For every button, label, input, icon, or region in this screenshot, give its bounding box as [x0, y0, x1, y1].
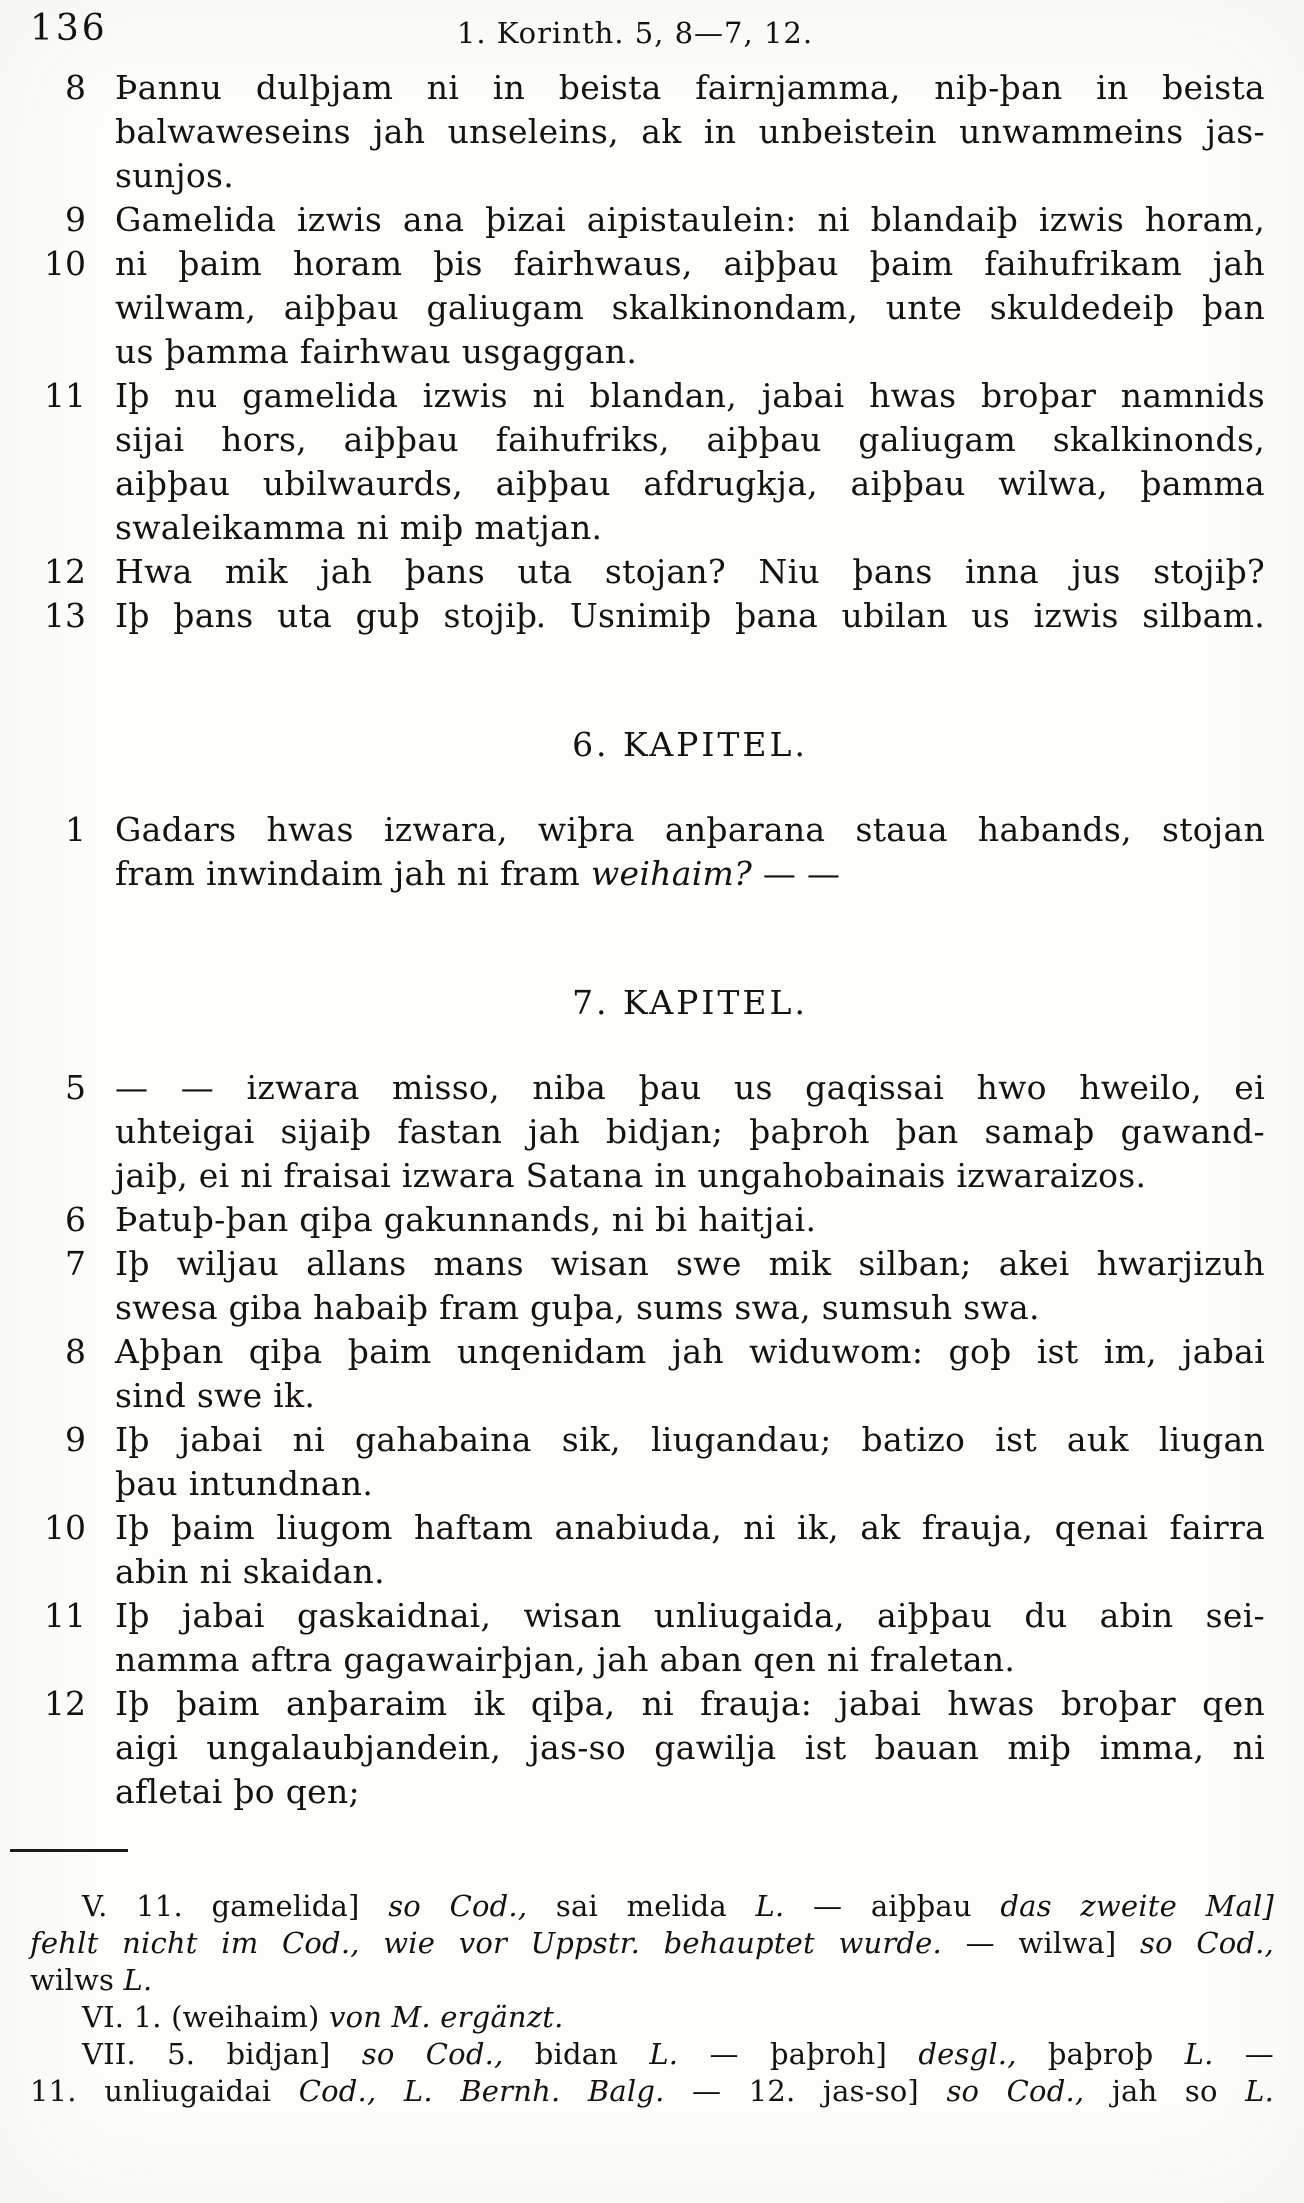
italic-text-segment: weihaim?: [590, 854, 753, 893]
verse-line: [115, 1506, 1265, 1550]
italic-text-segment: L.: [123, 1963, 153, 1997]
verse-line: [115, 198, 1265, 242]
verse: [30, 1418, 1274, 1506]
verse-line: [115, 852, 1265, 896]
text-segment: — 12. jas-so]: [664, 2074, 947, 2108]
italic-text-segment: das zweite Mal]: [1000, 1889, 1274, 1923]
text-segment: ni þaim horam þis fairhwaus, aiþþau þaim faihufrikam jah: [115, 244, 1265, 283]
verse-line: [115, 1682, 1265, 1726]
verse-line: [115, 1242, 1265, 1286]
italic-text-segment: desgl.,: [918, 2037, 1017, 2071]
verse-number: 8: [65, 1332, 86, 1371]
verse-text: [115, 550, 1265, 594]
text-segment: aigi ungalaubjandein, jas-so gawilja ist bauan miþ imma, ni: [115, 1728, 1265, 1767]
italic-text-segment: so Cod.,: [388, 1889, 528, 1923]
text-segment: — — izwara misso, niba þau us gaqissai hwo hweilo, ei: [115, 1068, 1265, 1107]
text-segment: þau intundnan.: [115, 1464, 374, 1503]
text-segment: Iþ þaim anþaraim ik qiþa, ni frauja: jabai hwas broþar qen: [115, 1684, 1265, 1723]
text-segment: afletai þo qen;: [115, 1772, 360, 1811]
italic-text-segment: L.: [649, 2037, 679, 2071]
text-segment: — wilwa]: [941, 1926, 1140, 1960]
verse-line: [115, 66, 1265, 110]
verse-line: [115, 1110, 1265, 1154]
text-segment: Iþ þaim liugom haftam anabiuda, ni ik, ak frauja, qenai fairra: [115, 1508, 1265, 1547]
verse-text: [115, 808, 1265, 896]
italic-text-segment: L.: [1184, 2037, 1214, 2071]
text-segment: —: [1213, 2037, 1275, 2071]
verse-line: [115, 330, 1265, 374]
italic-text-segment: L.: [1245, 2074, 1274, 2108]
verse-number: 7: [65, 1244, 86, 1283]
verse-line: [115, 1154, 1265, 1198]
verse-number: 11: [44, 376, 86, 415]
text-segment: Iþ jabai ni gahabaina sik, liugandau; batizo ist auk liugan: [115, 1420, 1265, 1459]
text-segment: V. 11. gamelida]: [82, 1889, 389, 1923]
text-segment: wilws: [30, 1963, 124, 1997]
verse: [30, 198, 1274, 242]
footnote-line: [30, 1962, 1274, 1999]
text-segment: Hwa mik jah þans uta stojan? Niu þans inna jus stojiþ?: [115, 552, 1265, 591]
verse: [30, 1198, 1274, 1242]
verse-line: [115, 1066, 1265, 1110]
verse-text: [115, 1418, 1265, 1506]
italic-text-segment: L.: [755, 1889, 785, 1923]
text-segment: — —: [752, 854, 841, 893]
verse-line: [115, 1198, 1265, 1242]
text-segment: sai melida: [527, 1889, 756, 1923]
verse-line: [115, 1770, 1265, 1814]
footnote-line: [30, 2073, 1274, 2110]
italic-text-segment: fehlt nicht im Cod., wie vor Uppstr. behauptet wurde.: [30, 1926, 942, 1960]
italic-text-segment: so Cod.,: [946, 2074, 1085, 2108]
footnote-line: [30, 1925, 1274, 1962]
text-segment: Iþ nu gamelida izwis ni blandan, jabai hwas broþar namnids: [115, 376, 1265, 415]
verse: [30, 242, 1274, 374]
text-segment: sunjos.: [115, 156, 235, 195]
footnote-line: [30, 1888, 1274, 1925]
verse-line: [115, 1550, 1265, 1594]
text-segment: 11. unliugaidai: [30, 2074, 299, 2108]
text-segment: us þamma fairhwau usgaggan.: [115, 332, 638, 371]
verse-line: [115, 462, 1265, 506]
verse-number: 9: [65, 1420, 86, 1459]
verse-line: [115, 374, 1265, 418]
verse-line: [115, 110, 1265, 154]
text-segment: sind swe ik.: [115, 1376, 316, 1415]
verse: [30, 374, 1274, 550]
verse-text: [115, 1506, 1265, 1594]
verse: [30, 1506, 1274, 1594]
verse: [30, 550, 1274, 594]
text-segment: Gamelida izwis ana þizai aipistaulein: ni blandaiþ izwis horam,: [115, 200, 1265, 239]
text-segment: jaiþ, ei ni fraisai izwara Satana in ungahobainais izwaraizos.: [115, 1156, 1147, 1195]
verse-line: [115, 286, 1265, 330]
text-segment: wilwam, aiþþau galiugam skalkinondam, unte skuldedeiþ þan: [115, 288, 1265, 327]
verse-line: [115, 154, 1265, 198]
footnote-rule: [10, 1849, 128, 1852]
page-number: 136: [30, 8, 108, 49]
verse-number: 10: [44, 244, 86, 283]
verse-line: [115, 550, 1265, 594]
verse-line: [115, 1462, 1265, 1506]
verse-line: [115, 418, 1265, 462]
verse-number: 8: [65, 68, 86, 107]
text-segment: sijai hors, aiþþau faihufriks, aiþþau galiugam skalkinonds,: [115, 420, 1265, 459]
text-segment: Aþþan qiþa þaim unqenidam jah widuwom: goþ ist im, jabai: [115, 1332, 1265, 1371]
verse: [30, 1066, 1274, 1198]
text-segment: swaleikamma ni miþ matjan.: [115, 508, 603, 547]
text-segment: Gadars hwas izwara, wiþra anþarana staua habands, stojan: [115, 810, 1265, 849]
verse-text: [115, 1330, 1265, 1418]
verse-line: [115, 1374, 1265, 1418]
text-segment: — þaþroh]: [678, 2037, 919, 2071]
verse-text: [115, 66, 1265, 198]
text-segment: namma aftra gagawairþjan, jah aban qen ni fraletan.: [115, 1640, 1016, 1679]
text-segment: uhteigai sijaiþ fastan jah bidjan; þaþroh þan samaþ gawand-: [115, 1112, 1265, 1151]
verse-line: [115, 1330, 1265, 1374]
verse-line: [115, 1418, 1265, 1462]
verse-text: [115, 242, 1265, 374]
verse: [30, 808, 1274, 896]
verse-line: [115, 594, 1265, 638]
verse-number: 9: [65, 200, 86, 239]
verse-text: [115, 1242, 1265, 1330]
italic-text-segment: von M. ergänzt.: [328, 2000, 564, 2034]
verse-text: [115, 1682, 1265, 1814]
text-segment: Þatuþ-þan qiþa gakunnands, ni bi haitjai.: [115, 1200, 817, 1239]
verse-number: 6: [65, 1200, 86, 1239]
text-segment: jah so: [1084, 2074, 1246, 2108]
italic-text-segment: Cod., L. Bernh. Balg.: [298, 2074, 665, 2108]
text-body: [30, 66, 1274, 1814]
verse: [30, 1242, 1274, 1330]
verse-text: [115, 1594, 1265, 1682]
verse: [30, 594, 1274, 638]
verse-number: 13: [44, 596, 86, 635]
verse-text: [115, 1066, 1265, 1198]
verse-line: [115, 1594, 1265, 1638]
verse-number: 12: [44, 1684, 86, 1723]
verse: [30, 1330, 1274, 1418]
text-segment: VII. 5. bidjan]: [82, 2037, 362, 2071]
verse-text: [115, 374, 1265, 550]
verse-number: 11: [44, 1596, 86, 1635]
text-segment: — aiþþau: [784, 1889, 1001, 1923]
chapter-heading: 6. KAPITEL.: [572, 725, 808, 764]
verse: [30, 66, 1274, 198]
verse-line: [115, 1726, 1265, 1770]
text-segment: aiþþau ubilwaurds, aiþþau afdrugkja, aiþþau wilwa, þamma: [115, 464, 1265, 503]
verse: [30, 1594, 1274, 1682]
footnote-line: [30, 2036, 1274, 2073]
verse-line: [115, 506, 1265, 550]
footnote-line: [30, 1999, 1274, 2036]
verse-line: [115, 1638, 1265, 1682]
running-head: 1. Korinth. 5, 8—7, 12.: [456, 16, 814, 50]
verse-text: [115, 594, 1265, 638]
text-segment: Þannu dulþjam ni in beista fairnjamma, niþ-þan in beista: [115, 68, 1265, 107]
chapter-heading: 7. KAPITEL.: [572, 983, 808, 1022]
text-segment: balwaweseins jah unseleins, ak in unbeistein unwammeins jas-: [115, 112, 1265, 151]
verse-line: [115, 242, 1265, 286]
text-segment: VI. 1. (weihaim): [82, 2000, 329, 2034]
text-segment: þaþroþ: [1016, 2037, 1185, 2071]
verse-number: 5: [65, 1068, 86, 1107]
verse-number: 12: [44, 552, 86, 591]
text-segment: abin ni skaidan.: [115, 1552, 385, 1591]
text-segment: bidan: [503, 2037, 650, 2071]
verse: [30, 1682, 1274, 1814]
footnotes: [30, 1888, 1274, 2110]
text-segment: Iþ wiljau allans mans wisan swe mik silban; akei hwarjizuh: [115, 1244, 1265, 1283]
verse-number: 10: [44, 1508, 86, 1547]
text-segment: Iþ jabai gaskaidnai, wisan unliugaida, aiþþau du abin sei-: [115, 1596, 1265, 1635]
verse-line: [115, 808, 1265, 852]
verse-text: [115, 1198, 1265, 1242]
text-segment: Iþ þans uta guþ stojiþ. Usnimiþ þana ubilan us izwis silbam.: [115, 596, 1265, 635]
text-segment: swesa giba habaiþ fram guþa, sums swa, sumsuh swa.: [115, 1288, 1040, 1327]
verse-number: 1: [65, 810, 86, 849]
italic-text-segment: so Cod.,: [1139, 1926, 1274, 1960]
verse-line: [115, 1286, 1265, 1330]
verse-text: [115, 198, 1265, 242]
italic-text-segment: so Cod.,: [361, 2037, 504, 2071]
text-segment: fram inwindaim jah ni fram: [115, 854, 591, 893]
